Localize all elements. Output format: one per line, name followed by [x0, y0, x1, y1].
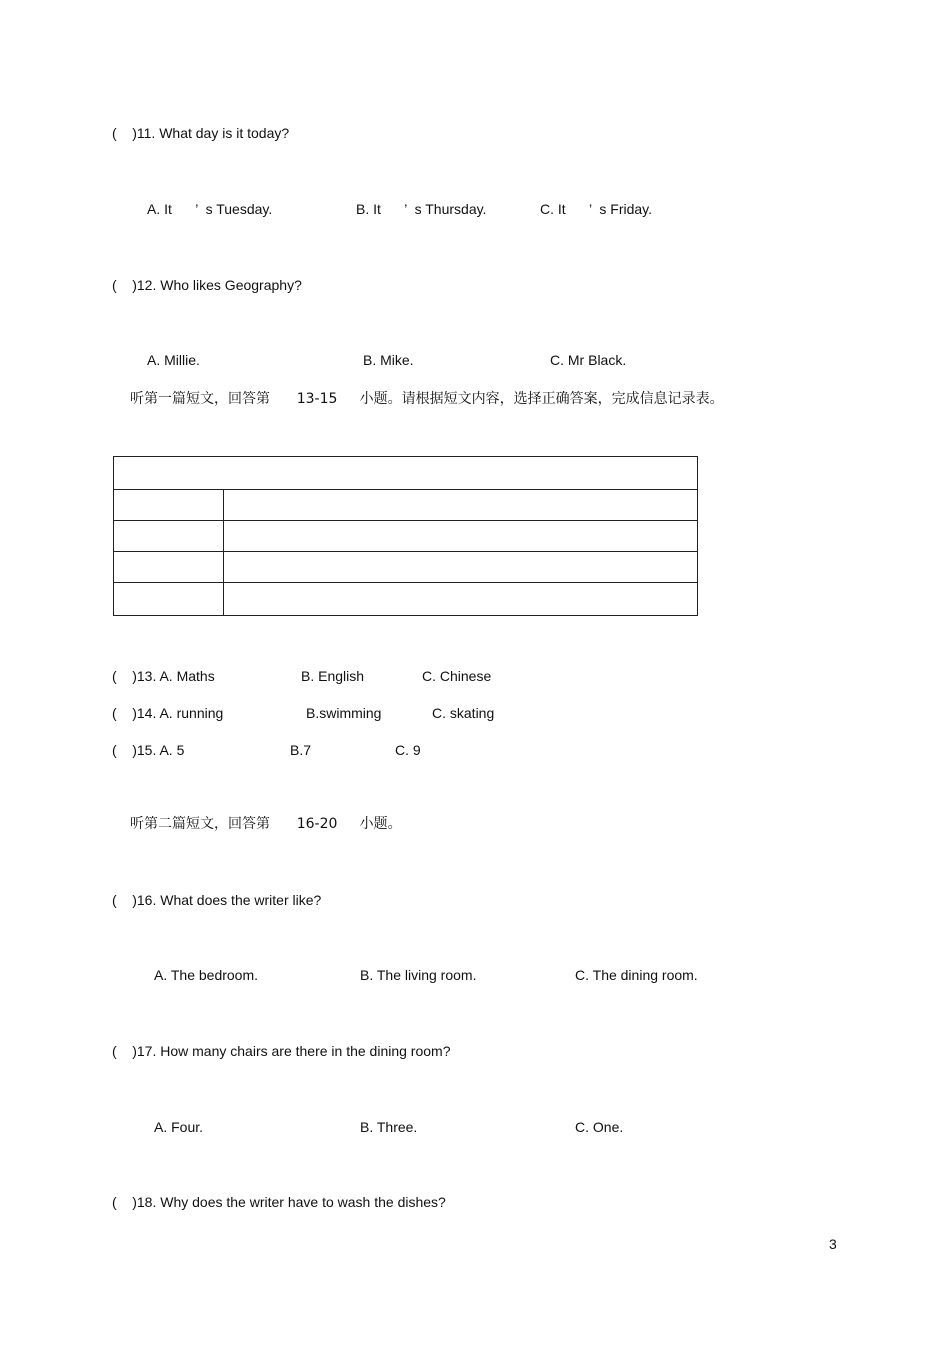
- question-16-option-b: B. The living room.: [360, 967, 477, 983]
- question-15-option-b: B.7: [290, 742, 312, 758]
- table-cell: [224, 583, 698, 616]
- table-cell: [114, 490, 224, 521]
- question-11-option-c: C. It ’ s Friday.: [540, 201, 653, 217]
- question-12-option-a: A. Millie.: [147, 352, 200, 368]
- info-record-table: [113, 456, 698, 616]
- question-13-stem: ( )13. A. Maths: [112, 668, 215, 684]
- question-13-option-c: C. Chinese: [422, 668, 492, 684]
- question-12-option-c: C. Mr Black.: [550, 352, 627, 368]
- question-11-option-b: B. It ’ s Thursday.: [356, 201, 487, 217]
- question-14-stem: ( )14. A. running: [112, 705, 224, 721]
- passage-1-instruction: 听第一篇短文，回答第 13-15 小题。请根据短文内容，选择正确答案，完成信息记录表。: [130, 391, 724, 407]
- table-cell: [114, 521, 224, 552]
- table-cell: [224, 490, 698, 521]
- table-row: [114, 552, 698, 583]
- table-header-cell: [114, 457, 698, 490]
- question-15-stem: ( )15. A. 5: [112, 742, 185, 758]
- question-14-option-b: B.swimming: [306, 705, 382, 721]
- table-row: [114, 583, 698, 616]
- passage-2-instruction: 听第二篇短文，回答第 16-20 小题。: [130, 816, 402, 832]
- question-17-stem: ( )17. How many chairs are there in the dining room?: [112, 1043, 451, 1059]
- question-16-option-a: A. The bedroom.: [154, 967, 259, 983]
- question-17-option-c: C. One.: [575, 1119, 624, 1135]
- question-18-stem: ( )18. Why does the writer have to wash the dishes?: [112, 1194, 446, 1210]
- table-cell: [114, 552, 224, 583]
- table-row: [114, 490, 698, 521]
- question-17-option-b: B. Three.: [360, 1119, 418, 1135]
- table-row: [114, 521, 698, 552]
- table-cell: [224, 521, 698, 552]
- table-cell: [224, 552, 698, 583]
- question-15-option-c: C. 9: [395, 742, 421, 758]
- question-12-option-b: B. Mike.: [363, 352, 414, 368]
- question-11-stem: ( )11. What day is it today?: [112, 125, 290, 141]
- question-14-option-c: C. skating: [432, 705, 495, 721]
- question-17-option-a: A. Four.: [154, 1119, 204, 1135]
- page-number: 3: [829, 1236, 837, 1252]
- table-cell: [114, 583, 224, 616]
- question-16-stem: ( )16. What does the writer like?: [112, 892, 322, 908]
- question-12-stem: ( )12. Who likes Geography?: [112, 277, 302, 293]
- question-16-option-c: C. The dining room.: [575, 967, 698, 983]
- question-11-option-a: A. It ’ s Tuesday.: [147, 201, 273, 217]
- question-13-option-b: B. English: [301, 668, 365, 684]
